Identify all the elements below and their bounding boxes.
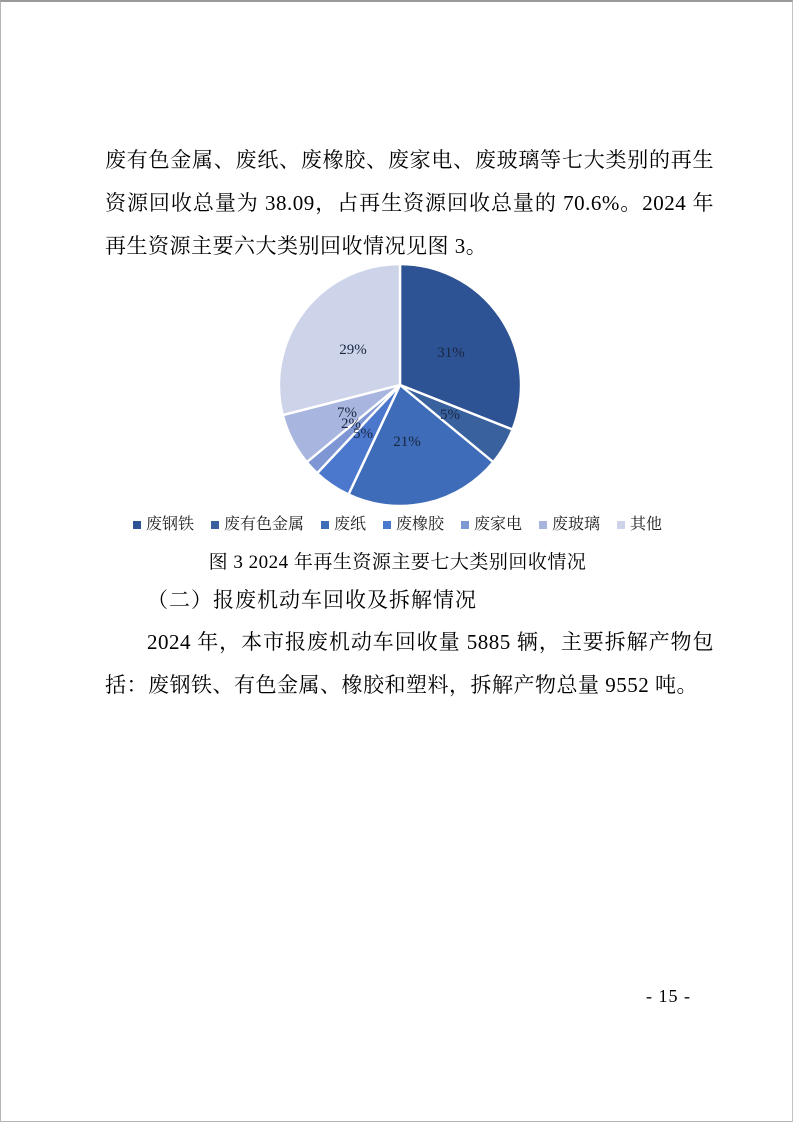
- legend-marker-icon: [211, 521, 219, 529]
- paragraph-line: 资源回收总量为 38.09，占再生资源回收总量的 70.6%。2024 年: [105, 191, 714, 215]
- pie-slice-label: 7%: [337, 405, 357, 421]
- pie-chart: [1, 260, 793, 516]
- legend-marker-icon: [461, 521, 469, 529]
- pie-slice-label: 21%: [393, 434, 421, 450]
- legend-marker-icon: [617, 521, 625, 529]
- legend-item-3: [321, 514, 366, 536]
- page-number: - 15 -: [646, 986, 691, 1006]
- legend-marker-icon: [321, 521, 329, 529]
- legend-label: 废家电: [474, 516, 523, 533]
- paragraph-line: 2024 年，本市报废机动车回收量 5885 辆，主要拆解产物包: [147, 630, 714, 654]
- pie-chart-figure: [1, 260, 793, 516]
- legend-marker-icon: [539, 521, 547, 529]
- paragraph-line: 废有色金属、废纸、废橡胶、废家电、废玻璃等七大类别的再生: [105, 148, 714, 172]
- legend-item-1: [133, 514, 194, 536]
- legend-label: 废有色金属: [223, 516, 304, 533]
- legend-label: 废钢铁: [145, 516, 194, 533]
- pie-slice-label: 2%: [341, 416, 361, 432]
- pie-slice-label: 29%: [339, 342, 367, 358]
- legend-label: 废玻璃: [552, 516, 601, 533]
- legend-item-4: [383, 514, 444, 536]
- legend-item-2: [211, 514, 304, 536]
- legend-label: 废纸: [333, 516, 366, 533]
- legend-item-5: [461, 514, 522, 536]
- paragraph-vehicle-recycling: [105, 621, 714, 707]
- legend-item-6: [539, 514, 600, 536]
- legend-label: 其他: [630, 516, 663, 533]
- legend-marker-icon: [133, 521, 141, 529]
- pie-slice-label: 31%: [437, 345, 465, 361]
- figure-caption: 图 3 2024 年再生资源主要七大类别回收情况: [208, 552, 587, 573]
- paragraph-recycling-totals: [105, 139, 714, 268]
- legend-item-7: [617, 514, 662, 536]
- chart-legend: [1, 514, 793, 536]
- pie-slice-label: 5%: [440, 407, 460, 423]
- pie-slice-label: 5%: [353, 426, 373, 442]
- legend-label: 废橡胶: [395, 516, 444, 533]
- paragraph-line: 括：废钢铁、有色金属、橡胶和塑料，拆解产物总量 9552 吨。: [105, 673, 698, 697]
- section-heading: （二）报废机动车回收及拆解情况: [147, 588, 477, 612]
- paragraph-line: 再生资源主要六大类别回收情况见图 3。: [105, 234, 488, 258]
- legend-marker-icon: [383, 521, 391, 529]
